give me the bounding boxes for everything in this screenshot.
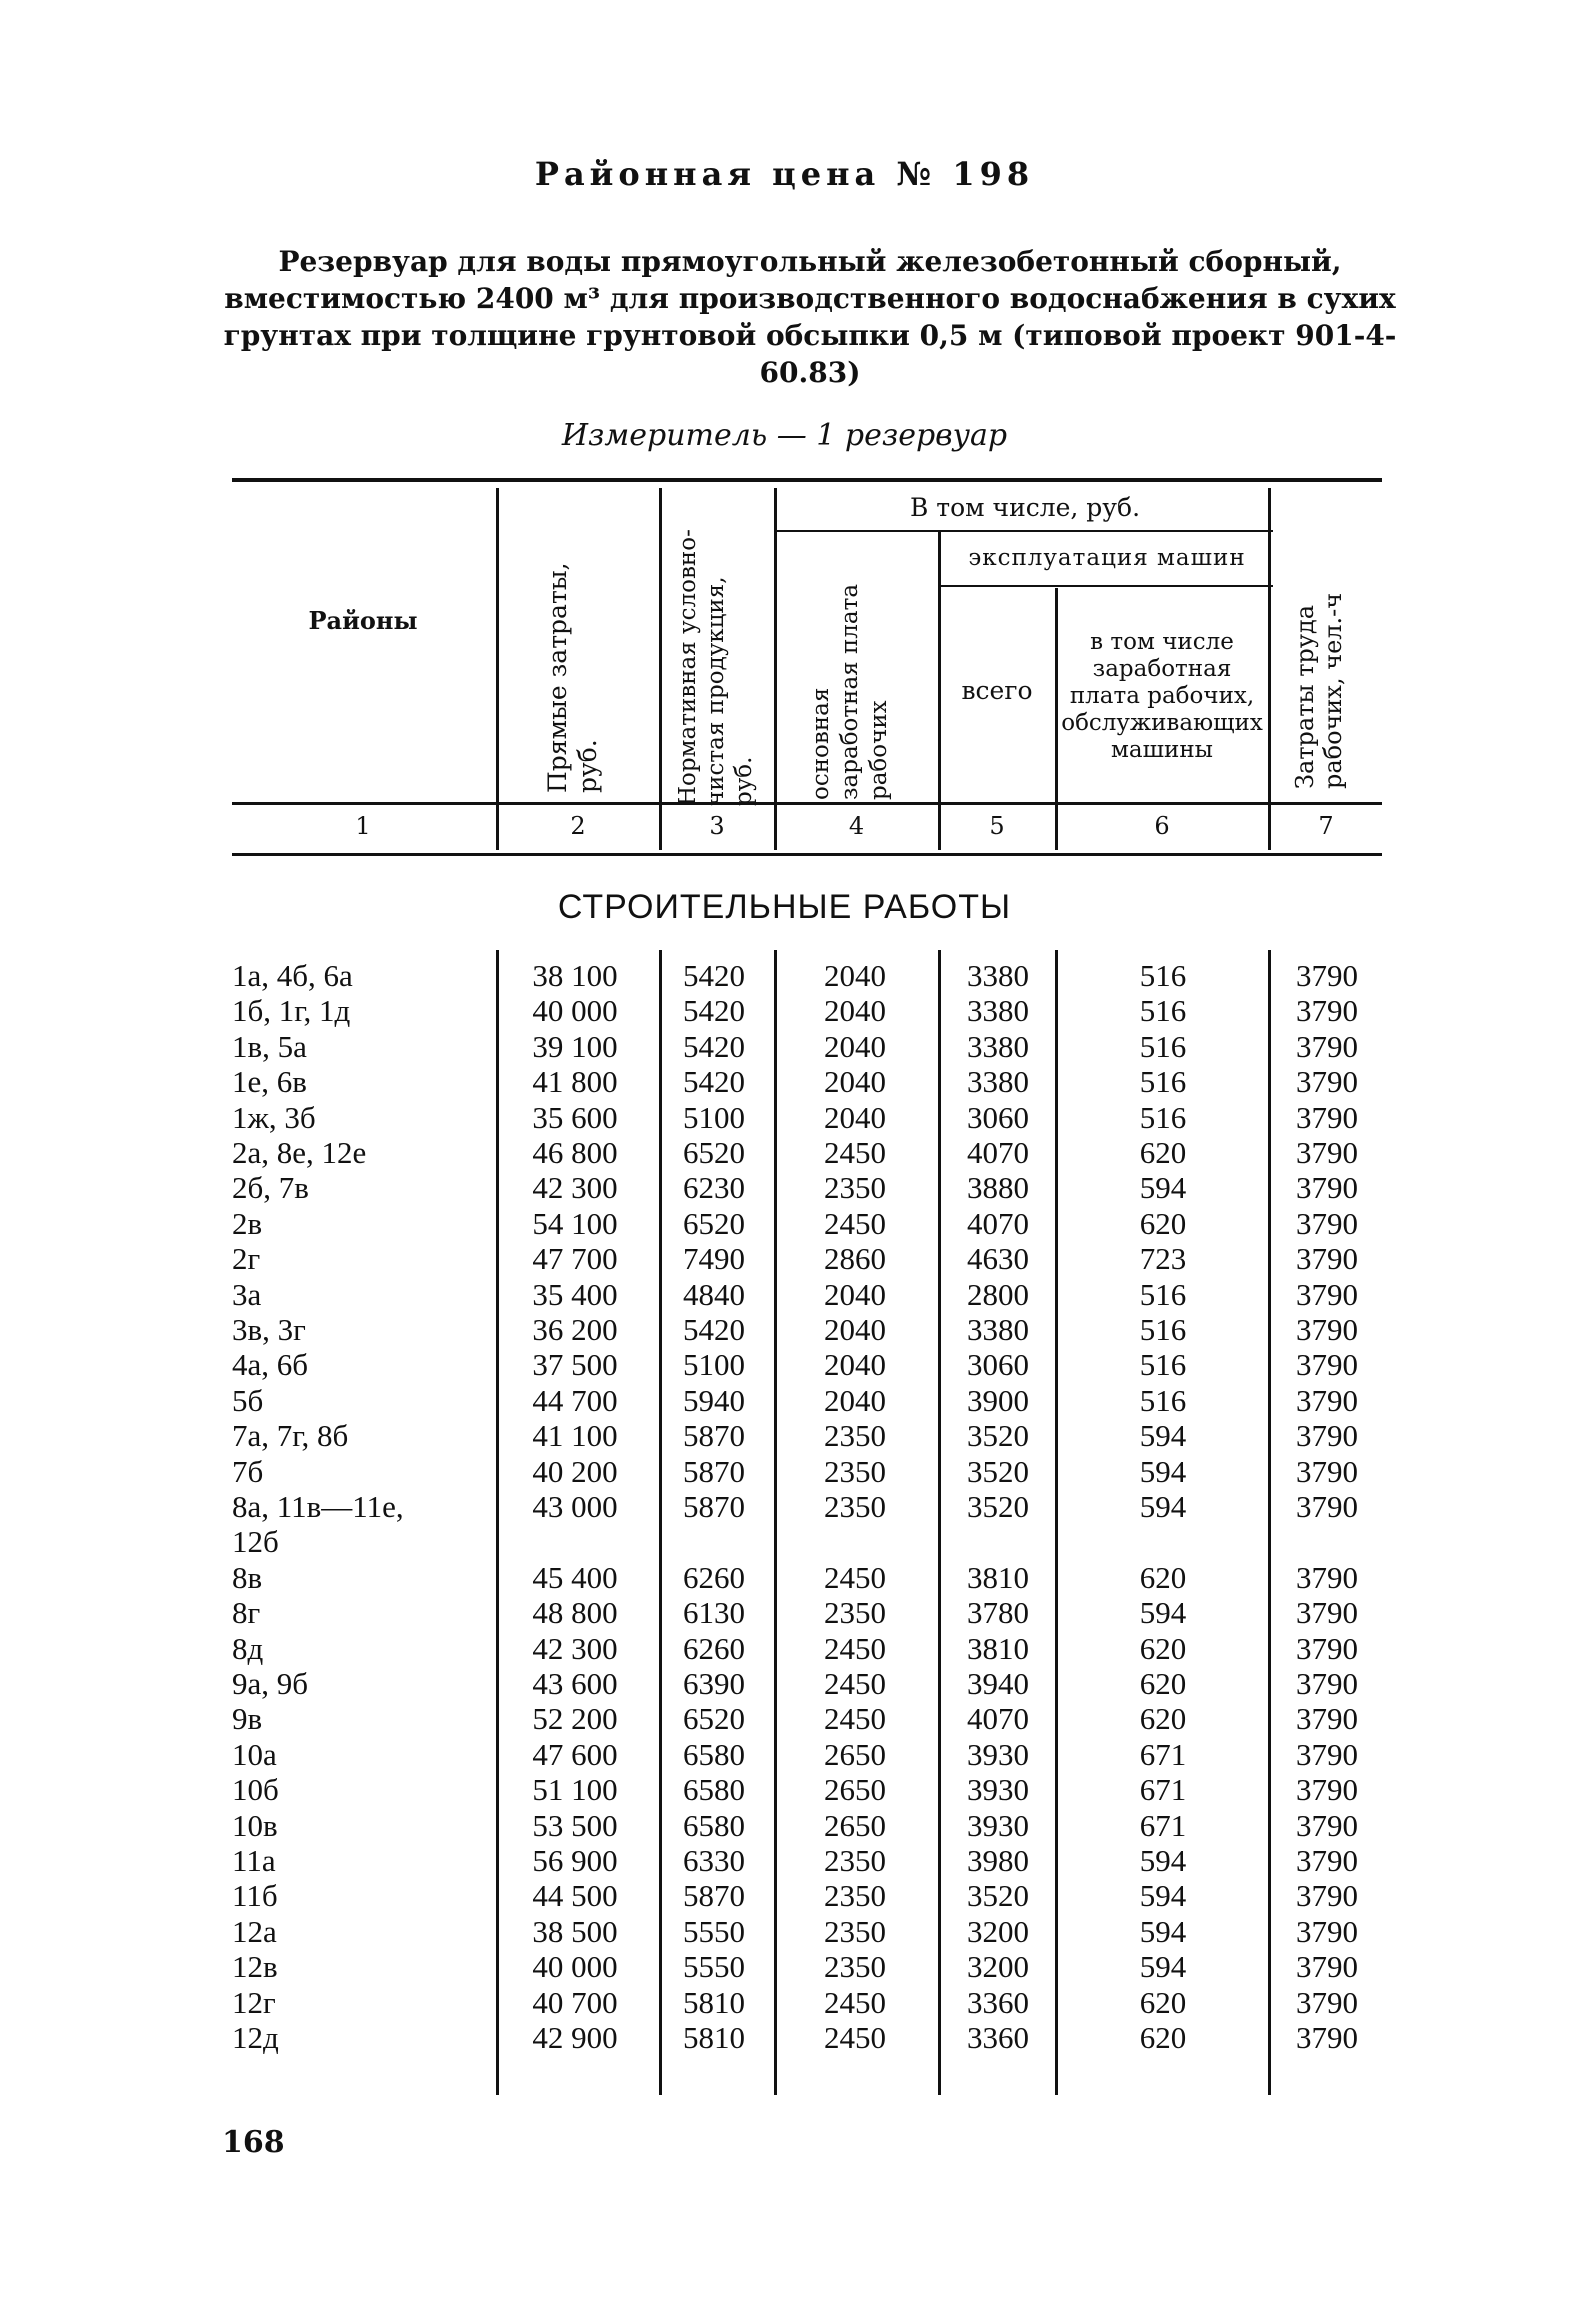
value-cell: 516 [1139,1276,1187,1312]
machines-subrule [940,585,1273,587]
value-cell: 2040 [824,1312,886,1347]
value-cell: 3790 [1296,1559,1358,1595]
value-cell: 2350 [824,1489,886,1524]
value-cell: 723 [1139,1241,1187,1277]
region-cell: 7а, 7г, 8б [232,1418,349,1454]
value-cell: 516 [1139,1312,1187,1347]
value-cell: 3790 [1296,1135,1358,1170]
table-row [0,1383,1569,1419]
value-cell: 40 000 [532,993,618,1029]
value-cell: 2450 [824,1135,886,1170]
value-cell: 6520 [683,1135,745,1170]
value-cell: 594 [1139,1453,1187,1489]
value-cell: 5100 [683,1099,745,1135]
value-cell: 671 [1139,1772,1187,1808]
value-cell: 516 [1139,993,1187,1029]
value-cell: 2450 [824,2020,886,2055]
value-cell: 3520 [967,1418,1029,1454]
value-cell: 43 000 [532,1489,618,1524]
value-cell: 6230 [683,1170,745,1206]
value-cell: 2040 [824,1382,886,1418]
value-cell: 40 200 [532,1453,618,1489]
value-cell: 2350 [824,1913,886,1949]
region-cell: 11а [232,1843,276,1878]
value-cell: 4070 [967,1205,1029,1241]
value-cell: 6580 [683,1807,745,1843]
table-row [0,1914,1569,1950]
value-cell: 2040 [824,1028,886,1064]
value-cell: 671 [1139,1807,1187,1843]
value-cell: 48 800 [532,1595,618,1631]
table-row [0,1170,1569,1206]
value-cell: 620 [1139,1666,1187,1701]
value-cell: 3790 [1296,1843,1358,1878]
value-cell: 3200 [967,1949,1029,1985]
value-cell: 41 100 [532,1418,618,1454]
region-cell: 2г [232,1241,261,1277]
region-cell: 8д [232,1630,264,1666]
value-cell: 3380 [967,958,1029,993]
value-cell: 6260 [683,1630,745,1666]
value-cell: 2040 [824,1064,886,1100]
table-row [0,1029,1569,1065]
value-cell: 5420 [683,1064,745,1100]
value-cell: 6520 [683,1205,745,1241]
region-cell: 1ж, 3б [232,1099,316,1135]
value-cell: 35 600 [532,1099,618,1135]
value-cell: 3790 [1296,1347,1358,1383]
value-cell: 42 300 [532,1630,618,1666]
value-cell: 3380 [967,993,1029,1029]
header-divider [659,488,662,850]
region-cell: 2а, 8е, 12е [232,1135,367,1170]
value-cell: 46 800 [532,1135,618,1170]
value-cell: 3790 [1296,1913,1358,1949]
header-labor-costs: Затраты труда рабочих, чел.-ч [1291,592,1347,789]
value-cell: 3360 [967,1984,1029,2020]
region-cell: 8г [232,1595,261,1631]
region-cell: 9в [232,1701,263,1737]
measure-unit: Измеритель — 1 резервуар [561,418,1008,453]
value-cell: 41 800 [532,1064,618,1100]
value-cell: 516 [1139,1064,1187,1100]
value-cell: 53 500 [532,1807,618,1843]
region-cell: 2б, 7в [232,1170,309,1206]
value-cell: 2040 [824,1347,886,1383]
value-cell: 3790 [1296,1630,1358,1666]
header-base-wages: основная заработная плата рабочих [808,583,892,800]
header-group-including: В том числе, руб. [909,492,1141,522]
value-cell: 3790 [1296,1418,1358,1454]
region-cell: 10в [232,1807,278,1843]
value-cell: 6330 [683,1843,745,1878]
value-cell: 516 [1139,1382,1187,1418]
value-cell: 38 500 [532,1913,618,1949]
section-title: СТРОИТЕЛЬНЫЕ РАБОТЫ [557,888,1012,926]
value-cell: 3200 [967,1913,1029,1949]
value-cell: 5940 [683,1382,745,1418]
header-bottom-rule [232,802,1382,805]
value-cell: 40 700 [532,1984,618,2020]
header-machine-wages: в том числе заработная плата рабочих, обслуживающих машины [1061,628,1263,763]
value-cell: 3810 [967,1630,1029,1666]
page-number: 168 [222,2125,285,2160]
table-row [0,1241,1569,1277]
value-cell: 3930 [967,1736,1029,1772]
value-cell: 44 500 [532,1878,618,1914]
region-cell: 1а, 4б, 6а [232,958,353,993]
column-number: 4 [848,812,865,840]
column-number: 5 [989,812,1005,840]
value-cell: 37 500 [532,1347,618,1383]
value-cell: 3380 [967,1028,1029,1064]
value-cell: 43 600 [532,1666,618,1701]
value-cell: 594 [1139,1949,1187,1985]
region-cell: 11б [232,1878,278,1914]
region-cell: 3а [232,1276,262,1312]
region-cell: 1в, 5а [232,1028,307,1064]
table-row [0,1277,1569,1313]
value-cell: 3380 [967,1064,1029,1100]
value-cell: 47 700 [532,1241,618,1277]
header-direct-costs: Прямые затраты, руб. [543,562,602,793]
table-row [0,1666,1569,1702]
group-subrule [777,530,1273,532]
table-row [0,1772,1569,1808]
value-cell: 4070 [967,1135,1029,1170]
region-cell: 10б [232,1772,279,1808]
table-row [0,1206,1569,1242]
value-cell: 5420 [683,1028,745,1064]
region-cell: 2в [232,1205,263,1241]
table-row [0,958,1569,994]
table-row [0,1135,1569,1171]
value-cell: 2350 [824,1595,886,1631]
value-cell: 620 [1139,1559,1187,1595]
table-row [0,1454,1569,1490]
value-cell: 3790 [1296,1170,1358,1206]
region-cell: 1е, 6в [232,1064,307,1100]
value-cell: 3790 [1296,1949,1358,1985]
value-cell: 2350 [824,1418,886,1454]
value-cell: 5420 [683,958,745,993]
value-cell: 2650 [824,1736,886,1772]
value-cell: 38 100 [532,958,618,993]
region-cell: 10а [232,1736,277,1772]
table-row [0,1808,1569,1844]
value-cell: 5870 [683,1878,745,1914]
value-cell: 3930 [967,1807,1029,1843]
value-cell: 6130 [683,1595,745,1631]
value-cell: 620 [1139,1205,1187,1241]
value-cell: 594 [1139,1878,1187,1914]
value-cell: 594 [1139,1170,1187,1206]
region-cell: 12г [232,1984,276,2020]
value-cell: 3900 [967,1382,1029,1418]
column-number: 7 [1318,812,1334,840]
value-cell: 2860 [824,1241,886,1277]
region-cell: 9а, 9б [232,1666,309,1701]
value-cell: 4840 [683,1276,745,1312]
value-cell: 2450 [824,1205,886,1241]
table-row [0,1524,1569,1560]
table-row [0,1595,1569,1631]
value-cell: 3780 [967,1595,1029,1631]
value-cell: 5870 [683,1489,745,1524]
region-cell: 8а, 11в—11е, [232,1489,404,1524]
value-cell: 2350 [824,1878,886,1914]
value-cell: 3060 [967,1347,1029,1383]
value-cell: 2040 [824,1099,886,1135]
region-cell: 5б [232,1382,264,1418]
table-row [0,1878,1569,1914]
header-divider [496,488,499,850]
region-cell: 12а [232,1913,277,1949]
region-cell: 12в [232,1949,278,1985]
value-cell: 6520 [683,1701,745,1737]
value-cell: 3790 [1296,1701,1358,1737]
value-cell: 3790 [1296,1489,1358,1524]
header-regions: Районы [308,605,418,635]
region-cell: 1б, 1г, 1д [232,993,351,1029]
value-cell: 3520 [967,1489,1029,1524]
value-cell: 3520 [967,1453,1029,1489]
region-cell: 7б [232,1453,264,1489]
value-cell: 594 [1139,1418,1187,1454]
value-cell: 5870 [683,1418,745,1454]
region-cell: 12б [232,1524,279,1560]
value-cell: 3790 [1296,1099,1358,1135]
value-cell: 6580 [683,1772,745,1808]
region-cell: 12д [232,2020,279,2055]
value-cell: 3790 [1296,1878,1358,1914]
value-cell: 3060 [967,1099,1029,1135]
value-cell: 5810 [683,2020,745,2055]
region-cell: 3в, 3г [232,1312,306,1347]
table-row [0,1418,1569,1454]
value-cell: 36 200 [532,1312,618,1347]
value-cell: 2040 [824,1276,886,1312]
value-cell: 5870 [683,1453,745,1489]
value-cell: 3790 [1296,1382,1358,1418]
value-cell: 3380 [967,1312,1029,1347]
value-cell: 2650 [824,1807,886,1843]
value-cell: 4070 [967,1701,1029,1737]
value-cell: 3980 [967,1843,1029,1878]
value-cell: 3940 [967,1666,1029,1701]
value-cell: 54 100 [532,1205,618,1241]
value-cell: 6390 [683,1666,745,1701]
value-cell: 3790 [1296,1736,1358,1772]
value-cell: 40 000 [532,1949,618,1985]
value-cell: 2450 [824,1984,886,2020]
value-cell: 3880 [967,1170,1029,1206]
value-cell: 35 400 [532,1276,618,1312]
value-cell: 5550 [683,1949,745,1985]
header-divider [774,488,777,850]
value-cell: 3790 [1296,1984,1358,2020]
value-cell: 2800 [967,1276,1029,1312]
value-cell: 516 [1139,1099,1187,1135]
value-cell: 516 [1139,1028,1187,1064]
value-cell: 2650 [824,1772,886,1808]
value-cell: 594 [1139,1843,1187,1878]
document-title: Резервуар для воды прямоугольный железобетонный сборный, вместимостью 2400 м³ для производственного водоснабжения в сухих грунтах при толщине грунтовой обсыпки 0,5 м (типовой проект 901-4-60.83) [223,245,1397,389]
value-cell: 3790 [1296,1064,1358,1100]
table-row [0,1949,1569,1985]
value-cell: 6580 [683,1736,745,1772]
value-cell: 39 100 [532,1028,618,1064]
header-machines: эксплуатация машин [968,544,1246,571]
value-cell: 3790 [1296,1312,1358,1347]
value-cell: 2040 [824,958,886,993]
value-cell: 42 300 [532,1170,618,1206]
column-number: 2 [570,812,586,840]
value-cell: 3790 [1296,1772,1358,1808]
table-row [0,1312,1569,1348]
value-cell: 5420 [683,993,745,1029]
value-cell: 3930 [967,1772,1029,1808]
column-number: 1 [355,812,371,840]
value-cell: 3790 [1296,1666,1358,1701]
table-row [0,1701,1569,1737]
value-cell: 2450 [824,1701,886,1737]
region-cell: 8в [232,1559,263,1595]
table-row [0,1737,1569,1773]
value-cell: 2350 [824,1170,886,1206]
table-top-rule [232,478,1382,482]
value-cell: 516 [1139,958,1187,993]
price-heading: Районная цена № 198 [534,155,1035,193]
value-cell: 620 [1139,1984,1187,2020]
table-row [0,1843,1569,1879]
value-cell: 45 400 [532,1559,618,1595]
value-cell: 2350 [824,1949,886,1985]
table-row [0,1347,1569,1383]
value-cell: 3810 [967,1559,1029,1595]
value-cell: 2450 [824,1630,886,1666]
table-row [0,1985,1569,2021]
value-cell: 7490 [683,1241,745,1277]
column-number: 6 [1154,812,1170,840]
value-cell: 3790 [1296,958,1358,993]
value-cell: 3790 [1296,1807,1358,1843]
header-normative-product: Нормативная условно-чистая продукция, руб. [675,529,757,806]
value-cell: 3790 [1296,1241,1358,1277]
table-row [0,2020,1569,2056]
value-cell: 620 [1139,1630,1187,1666]
table-row [0,1489,1569,1525]
value-cell: 51 100 [532,1772,618,1808]
value-cell: 594 [1139,1913,1187,1949]
value-cell: 2350 [824,1453,886,1489]
value-cell: 4630 [967,1241,1029,1277]
value-cell: 42 900 [532,2020,618,2055]
value-cell: 2450 [824,1666,886,1701]
value-cell: 3790 [1296,993,1358,1029]
header-divider [1055,588,1058,850]
column-number: 3 [709,812,725,840]
table-row [0,993,1569,1029]
value-cell: 3790 [1296,1205,1358,1241]
value-cell: 2350 [824,1843,886,1878]
numbers-bottom-rule [232,853,1382,856]
table-row [0,1064,1569,1100]
value-cell: 620 [1139,1135,1187,1170]
value-cell: 47 600 [532,1736,618,1772]
value-cell: 2450 [824,1559,886,1595]
value-cell: 5420 [683,1312,745,1347]
value-cell: 3790 [1296,1276,1358,1312]
value-cell: 5810 [683,1984,745,2020]
value-cell: 620 [1139,2020,1187,2055]
value-cell: 52 200 [532,1701,618,1737]
table-row [0,1560,1569,1596]
value-cell: 671 [1139,1736,1187,1772]
header-total: всего [961,675,1033,705]
value-cell: 2040 [824,993,886,1029]
table-row [0,1100,1569,1136]
table-row [0,1631,1569,1667]
value-cell: 594 [1139,1489,1187,1524]
value-cell: 594 [1139,1595,1187,1631]
value-cell: 516 [1139,1347,1187,1383]
value-cell: 620 [1139,1701,1187,1737]
value-cell: 3790 [1296,2020,1358,2055]
value-cell: 5550 [683,1913,745,1949]
value-cell: 3360 [967,2020,1029,2055]
value-cell: 44 700 [532,1382,618,1418]
value-cell: 3790 [1296,1595,1358,1631]
value-cell: 5100 [683,1347,745,1383]
value-cell: 6260 [683,1559,745,1595]
value-cell: 3520 [967,1878,1029,1914]
value-cell: 3790 [1296,1028,1358,1064]
value-cell: 3790 [1296,1453,1358,1489]
value-cell: 56 900 [532,1843,618,1878]
region-cell: 4а, 6б [232,1347,309,1383]
